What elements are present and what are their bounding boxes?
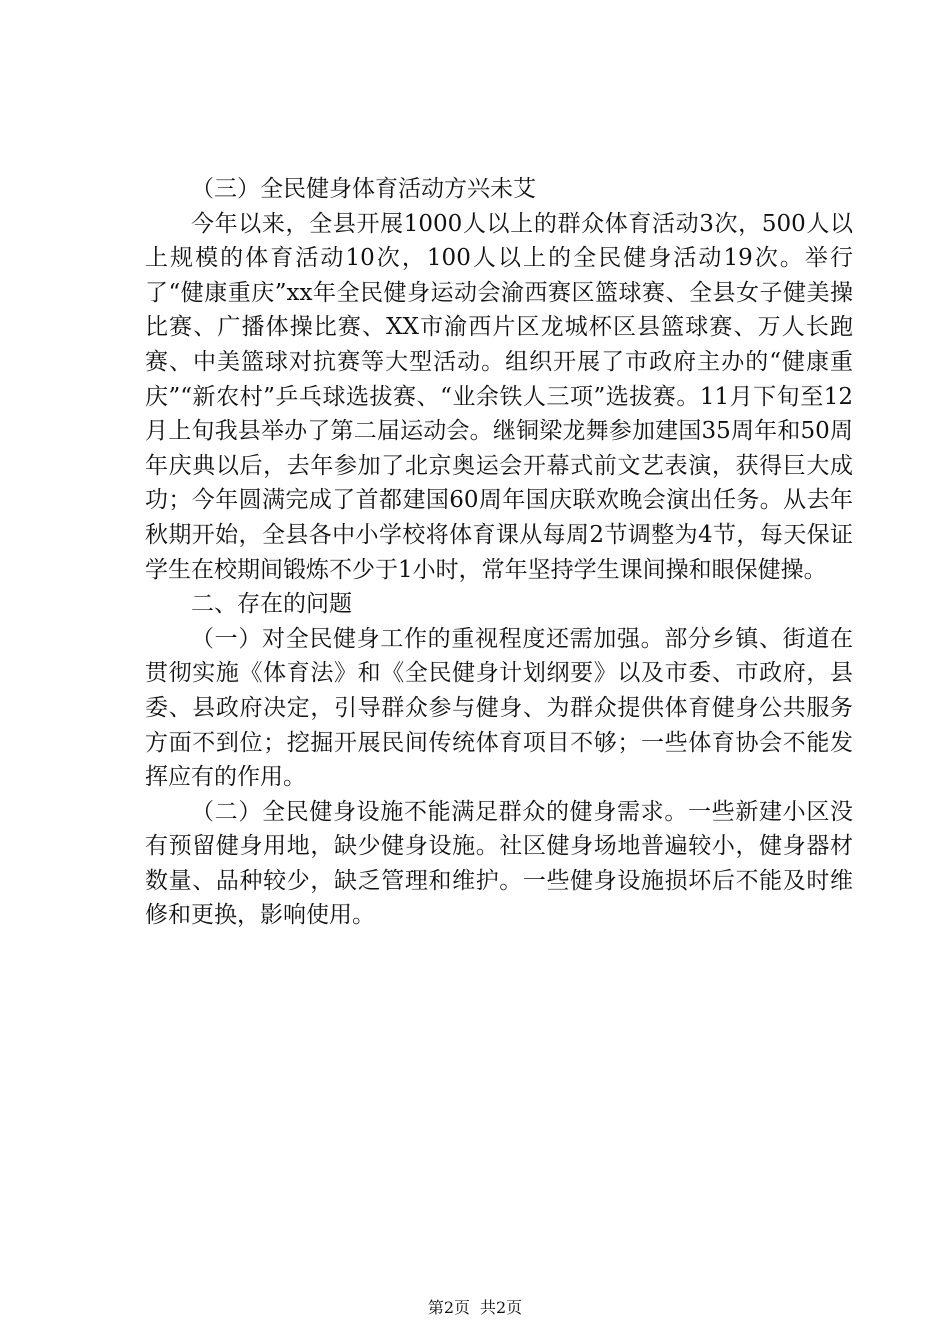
page-total: 共2页 — [480, 1298, 523, 1317]
paragraph-problem-1: （一）对全民健身工作的重视程度还需加强。部分乡镇、街道在贯彻实施《体育法》和《全民健身计划纲要》以及市委、市政府，县委、县政府决定，引导群众参与健身、为群众提供体育健身公共服务方面不到位；挖掘开展民间传统体育项目不够；一些体育协会不能发挥应有的作用。 — [145, 625, 853, 791]
document-body — [145, 172, 853, 933]
page-number: 第2页 — [427, 1298, 470, 1317]
section-heading-problems: 二、存在的问题 — [191, 591, 352, 618]
paragraph-problem-2: （二）全民健身设施不能满足群众的健身需求。一些新建小区没有预留健身用地，缺少健身设施。社区健身场地普遍较小，健身器材数量、品种较少，缺乏管理和维护。一些健身设施损坏后不能及时维修和更换，影响使用。 — [145, 798, 853, 929]
section-heading-3: （三）全民健身体育活动方兴未艾 — [191, 176, 536, 202]
page-footer — [0, 1298, 950, 1318]
paragraph-activities: 今年以来，全县开展1000人以上的群众体育活动3次，500人以上规模的体育活动10次，100人以上的全民健身活动19次。举行了“健康重庆”xx年全民健身运动会渝西赛区篮球赛、全县女子健美操比赛、广播体操比赛、XX市渝西片区龙城杯区县篮球赛、万人长跑赛、中美篮球对抗赛等大型活动。组织开展了市政府主办的“健康重庆”“新农村”乒乓球选拔赛、“业余铁人三项”选拔赛。11月下旬至12月上旬我县举办了第二届运动会。继铜梁龙舞参加建国35周年和50周年庆典以后，去年参加了北京奥运会开幕式前文艺表演，获得巨大成功；今年圆满完成了首都建国60周年国庆联欢晚会演出任务。从去年秋期开始，全县各中小学校将体育课从每周2节调整为4节，每天保证学生在校期间锻炼不少于1小时，常年坚持学生课间操和眼保健操。 — [145, 210, 853, 583]
